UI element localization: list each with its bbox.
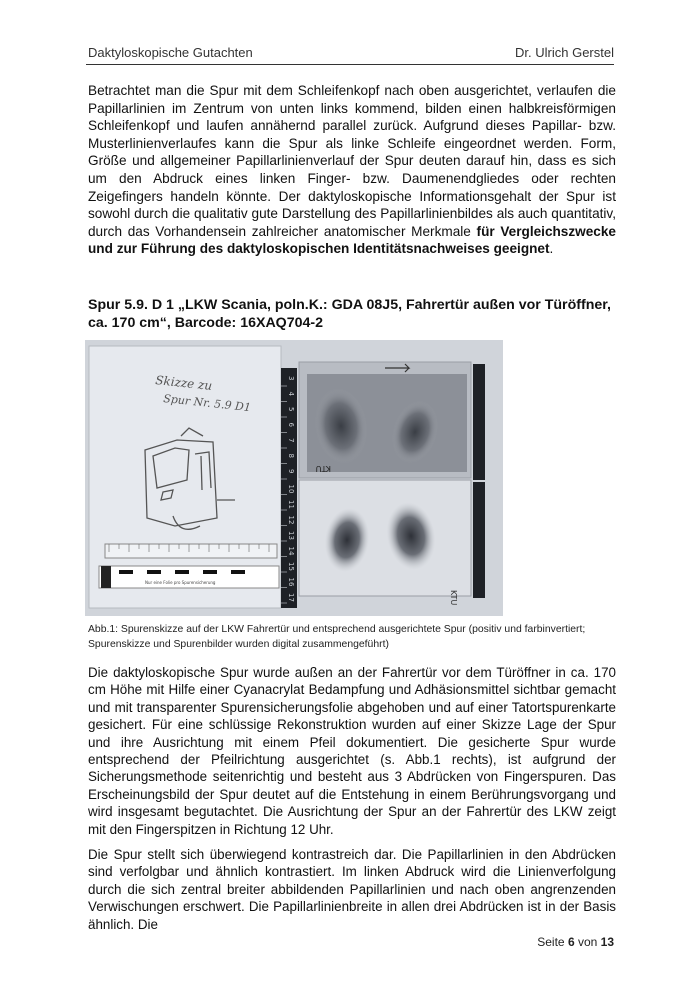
ruler-number: 3 [287, 376, 295, 381]
ruler-number: 11 [287, 500, 295, 509]
ruler-number: 6 [287, 422, 295, 427]
section-heading: Spur 5.9. D 1 „LKW Scania, poln.K.: GDA 08J5, Fahrertür außen vor Türöffner, ca. 170 cm“, Barcode: 16XAQ704-2 [88, 297, 611, 331]
ruler-number: 12 [287, 515, 295, 525]
body-paragraph-2: Die Spur stellt sich überwiegend kontrastreich dar. Die Papillarlinien in den Abdrücken sind verfolgbar und ähnlich kontrastiert. Im linken Abdruck wird die Linienverfolgung durch die sich zentral breiter abbildenden Papillarlinien und nach oben angrenzenden Verwischungen erschwert. Die Papillarlinienbreite in allen drei Abdrücken ist in der Basis ähnlich. Die [88, 847, 616, 932]
ruler-number: 8 [287, 453, 295, 458]
intro-conclusion: für Vergleichszwecke und zur Führung des daktyloskopischen Identitätsnachweises geeignet [88, 223, 616, 257]
header-rule [86, 64, 614, 65]
page-total: 13 [600, 935, 614, 949]
figure-trace-sketch [85, 340, 503, 616]
ruler-number: 4 [287, 391, 295, 396]
page-number [537, 935, 614, 949]
ruler-number: 17 [287, 593, 295, 602]
ruler-number: 13 [287, 531, 295, 540]
running-header-author: Dr. Ulrich Gerstel [515, 45, 614, 60]
figure-caption: Abb.1: Spurenskizze auf der LKW Fahrertür und entsprechend ausgerichtete Spur (positiv und farbinvertiert; Spurenskizze und Spurenbilder wurden digital zusammengeführt) [88, 624, 586, 650]
page-middle: von [574, 935, 601, 949]
page-prefix: Seite [537, 935, 568, 949]
intro-text: Betrachtet man die Spur mit dem Schleifenkopf nach oben ausgerichtet, verlaufen die Papillarlinien im Zentrum von unten links kommend, bilden einen halbkreisförmigen Schleifenkopf und laufen annähernd parallel zurück. Aufgrund dieses Papillar- bzw. Musterlinienverlaufes kann die Spur als linke Schleife eingeordnet werden. Form, Größe und allgemeiner Papillarlinienverlauf der Spur deuten darauf hin, dass es sich um den Abdruck eines linken Finger- bzw. Daumenendgliedes oder rechten Zeigefingers handeln könnte. Der daktyloskopische Informationsgehalt der Spur ist sowohl durch die qualitativ gute Darstellung des Papillarlinienbildes als auch quantitativ, durch das Vorhandensein zahlreicher anatomischer Merkmale [88, 83, 616, 239]
page-current: 6 [567, 935, 575, 949]
intro-paragraph [88, 82, 616, 258]
sketch-note-line1: Skizze zu [154, 373, 213, 393]
ruler-number: 10 [287, 484, 295, 494]
intro-end: . [549, 241, 554, 257]
photo-label-bottom: KTU [449, 590, 458, 606]
running-header-title: Daktyloskopische Gutachten [88, 45, 253, 60]
ruler-number: 7 [287, 438, 295, 443]
ruler-number: 5 [287, 407, 295, 412]
body-paragraph-1: Die daktyloskopische Spur wurde außen an der Fahrertür vor dem Türöffner in ca. 170 cm Höhe mit Hilfe einer Cyanacrylat Bedampfung und Adhäsionsmittel sichtbar gemacht und mit transparenter Spurensicherungsfolie abgehoben und auf einer Tatortspurenkarte gesichert. Für eine schlüssige Rekonstruktion wurden auf einer Skizze Lage der Spur und ihre Ausrichtung mit einem Pfeil dokumentiert. Die gesicherte Spur wurde entsprechend der Pfeilrichtung ausgerichtet (s. Abb.1 rechts), ist aufgrund der Sicherungsmethode seitenrichtig und besteht aus 3 Abdrücken von Fingerspuren. Das Erscheinungsbild der Spur deutet auf die Entstehung in einem Berührungsvorgang und wird insgesamt begutachtet. Die Ausrichtung der Spur an der Fahrertür des LKW zeigt mit den Fingerspitzen in Richtung 12 Uhr. [88, 665, 616, 837]
ruler-number: 9 [287, 469, 295, 474]
ruler-number: 16 [287, 577, 295, 587]
ruler-horizontal [105, 544, 277, 558]
trace-photo-bottom [299, 480, 471, 596]
photo-label-top: KTU [315, 464, 331, 473]
figure-graphic [85, 340, 503, 616]
tape-label: Nur eine Folie pro Spurensicherung [145, 580, 216, 585]
ruler-number: 15 [287, 562, 295, 571]
sketch-note-line2: Spur Nr. 5.9 D1 [162, 392, 252, 415]
ruler-number: 14 [287, 546, 295, 556]
